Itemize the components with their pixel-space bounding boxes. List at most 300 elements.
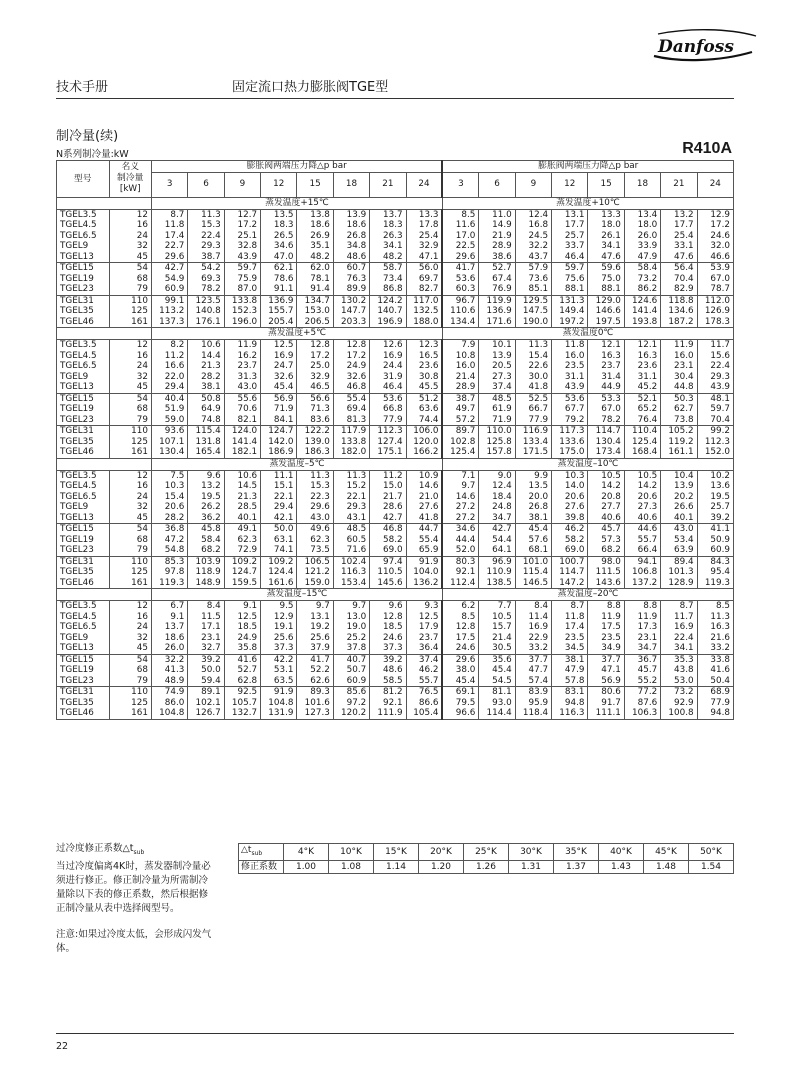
capacity-value: 91.7 xyxy=(588,698,624,709)
capacity-value: 43.1 xyxy=(333,513,369,524)
pressure-value: 9 xyxy=(515,172,551,197)
capacity-value: 48.9 xyxy=(151,676,187,687)
capacity-value: 28.2 xyxy=(151,513,187,524)
capacity-value: 68.2 xyxy=(588,545,624,556)
capacity-value: 42.1 xyxy=(261,513,297,524)
capacity-value: 30.0 xyxy=(515,372,551,383)
capacity-value: 10.4 xyxy=(661,470,697,481)
capacity-value: 133.4 xyxy=(515,437,551,448)
capacity-value: 47.6 xyxy=(661,252,697,263)
capacity-value: 13.9 xyxy=(333,209,369,220)
nominal-capacity: 110 xyxy=(109,426,151,437)
table-row xyxy=(57,447,734,458)
model-name: TGEL15 xyxy=(57,393,110,404)
capacity-value: 165.4 xyxy=(188,447,224,458)
capacity-value: 54.5 xyxy=(479,676,515,687)
evap-temp-row xyxy=(57,458,734,470)
nominal-capacity: 24 xyxy=(109,231,151,242)
capacity-value: 10.8 xyxy=(442,351,478,362)
nominal-capacity: 110 xyxy=(109,687,151,698)
nominal-capacity: 24 xyxy=(109,492,151,503)
model-name: TGEL23 xyxy=(57,545,110,556)
capacity-value: 13.2 xyxy=(188,481,224,492)
capacity-value: 58.4 xyxy=(188,535,224,546)
capacity-value: 39.2 xyxy=(697,513,733,524)
page-number: 22 xyxy=(56,1041,69,1052)
capacity-value: 37.4 xyxy=(479,382,515,393)
capacity-value: 24.6 xyxy=(442,643,478,654)
capacity-value: 190.0 xyxy=(515,317,551,328)
capacity-value: 16.3 xyxy=(588,351,624,362)
capacity-value: 37.9 xyxy=(297,643,333,654)
subcool-temp: 45°K xyxy=(644,844,689,861)
subcool-temp: 35°K xyxy=(554,844,599,861)
capacity-value: 12.3 xyxy=(406,340,442,351)
model-name: TGEL46 xyxy=(57,447,110,458)
capacity-value: 97.8 xyxy=(151,567,187,578)
correction-factor-row xyxy=(239,860,734,873)
table-row xyxy=(57,665,734,676)
capacity-value: 125.4 xyxy=(624,437,660,448)
capacity-value: 124.4 xyxy=(261,567,297,578)
model-name: TGEL6.5 xyxy=(57,361,110,372)
capacity-value: 62.0 xyxy=(297,263,333,274)
capacity-value: 89.4 xyxy=(661,556,697,567)
capacity-value: 59.7 xyxy=(697,404,733,415)
capacity-value: 112.3 xyxy=(370,426,406,437)
capacity-value: 75.6 xyxy=(552,274,588,285)
capacity-value: 13.3 xyxy=(406,209,442,220)
capacity-value: 153.4 xyxy=(333,578,369,589)
capacity-value: 47.9 xyxy=(552,665,588,676)
capacity-value: 119.3 xyxy=(151,578,187,589)
nominal-capacity: 125 xyxy=(109,306,151,317)
capacity-value: 14.6 xyxy=(406,481,442,492)
model-name: TGEL13 xyxy=(57,382,110,393)
capacity-value: 22.4 xyxy=(188,231,224,242)
capacity-value: 9.9 xyxy=(515,470,551,481)
capacity-value: 116.9 xyxy=(515,426,551,437)
capacity-value: 12.5 xyxy=(406,612,442,623)
capacity-value: 48.1 xyxy=(697,393,733,404)
capacity-value: 62.6 xyxy=(297,676,333,687)
capacity-value: 34.9 xyxy=(588,643,624,654)
capacity-value: 57.8 xyxy=(552,676,588,687)
capacity-value: 56.6 xyxy=(297,393,333,404)
evap-temp-row xyxy=(57,197,734,209)
capacity-value: 28.2 xyxy=(188,372,224,383)
pressure-value: 9 xyxy=(224,172,260,197)
nominal-capacity: 110 xyxy=(109,556,151,567)
capacity-value: 110.4 xyxy=(624,426,660,437)
capacity-value: 10.2 xyxy=(697,470,733,481)
capacity-value: 124.7 xyxy=(261,426,297,437)
capacity-value: 12.8 xyxy=(370,612,406,623)
model-name: TGEL35 xyxy=(57,567,110,578)
capacity-value: 203.3 xyxy=(333,317,369,328)
capacity-value: 136.9 xyxy=(261,295,297,306)
capacity-value: 196.0 xyxy=(224,317,260,328)
capacity-value: 59.6 xyxy=(588,263,624,274)
correction-temp-row xyxy=(239,844,734,861)
capacity-value: 50.3 xyxy=(661,393,697,404)
capacity-value: 9.1 xyxy=(151,612,187,623)
capacity-value: 6.7 xyxy=(151,601,187,612)
capacity-value: 26.8 xyxy=(515,502,551,513)
capacity-value: 89.7 xyxy=(442,426,478,437)
capacity-value: 58.2 xyxy=(370,535,406,546)
capacity-value: 140.8 xyxy=(188,306,224,317)
capacity-value: 100.8 xyxy=(661,708,697,719)
table-row xyxy=(57,481,734,492)
capacity-value: 12.6 xyxy=(370,340,406,351)
capacity-value: 82.9 xyxy=(661,284,697,295)
capacity-value: 22.4 xyxy=(697,361,733,372)
capacity-value: 111.9 xyxy=(370,708,406,719)
capacity-value: 148.9 xyxy=(188,578,224,589)
pressure-value: 18 xyxy=(333,172,369,197)
capacity-value: 73.6 xyxy=(515,274,551,285)
capacity-value: 20.2 xyxy=(661,492,697,503)
capacity-value: 74.8 xyxy=(188,415,224,426)
model-name: TGEL19 xyxy=(57,535,110,546)
capacity-value: 14.0 xyxy=(552,481,588,492)
capacity-value: 105.4 xyxy=(406,708,442,719)
capacity-value: 31.4 xyxy=(588,372,624,383)
capacity-value: 50.8 xyxy=(188,393,224,404)
capacity-value: 51.9 xyxy=(151,404,187,415)
capacity-value: 126.7 xyxy=(188,708,224,719)
capacity-value: 152.0 xyxy=(697,447,733,458)
capacity-value: 25.6 xyxy=(261,633,297,644)
capacity-value: 81.1 xyxy=(479,687,515,698)
table-row xyxy=(57,567,734,578)
capacity-value: 32.7 xyxy=(188,643,224,654)
header-rule xyxy=(56,98,734,99)
capacity-value: 119.2 xyxy=(661,437,697,448)
capacity-value: 45.2 xyxy=(624,382,660,393)
capacity-value: 12.4 xyxy=(515,209,551,220)
capacity-value: 134.4 xyxy=(442,317,478,328)
model-name: TGEL15 xyxy=(57,263,110,274)
capacity-value: 43.7 xyxy=(515,252,551,263)
nominal-capacity: 32 xyxy=(109,502,151,513)
capacity-value: 129.5 xyxy=(515,295,551,306)
subcool-temp: 30°K xyxy=(509,844,554,861)
capacity-value: 26.9 xyxy=(297,231,333,242)
nominal-capacity: 79 xyxy=(109,284,151,295)
capacity-value: 32.6 xyxy=(261,372,297,383)
capacity-value: 37.8 xyxy=(333,643,369,654)
capacity-value: 38.1 xyxy=(552,654,588,665)
capacity-value: 83.1 xyxy=(552,687,588,698)
capacity-value: 110.6 xyxy=(442,306,478,317)
capacity-value: 85.1 xyxy=(515,284,551,295)
capacity-value: 15.4 xyxy=(515,351,551,362)
capacity-value: 69.0 xyxy=(370,545,406,556)
capacity-value: 45.4 xyxy=(479,665,515,676)
correction-table xyxy=(238,843,734,874)
capacity-value: 97.2 xyxy=(333,698,369,709)
capacity-value: 67.0 xyxy=(588,404,624,415)
capacity-value: 25.6 xyxy=(297,633,333,644)
capacity-value: 86.6 xyxy=(406,698,442,709)
nominal-capacity: 79 xyxy=(109,676,151,687)
capacity-value: 44.4 xyxy=(442,535,478,546)
capacity-value: 73.4 xyxy=(370,274,406,285)
capacity-value: 29.4 xyxy=(261,502,297,513)
pressure-value: 3 xyxy=(151,172,187,197)
capacity-value: 186.3 xyxy=(297,447,333,458)
capacity-value: 10.5 xyxy=(479,612,515,623)
capacity-value: 11.2 xyxy=(151,351,187,362)
capacity-value: 38.6 xyxy=(479,252,515,263)
capacity-value: 8.4 xyxy=(188,601,224,612)
nominal-capacity: 54 xyxy=(109,524,151,535)
capacity-value: 71.9 xyxy=(261,404,297,415)
capacity-value: 59.7 xyxy=(552,263,588,274)
capacity-value: 153.0 xyxy=(297,306,333,317)
capacity-value: 66.8 xyxy=(370,404,406,415)
capacity-value: 13.4 xyxy=(624,209,660,220)
capacity-value: 114.7 xyxy=(552,567,588,578)
capacity-value: 36.4 xyxy=(406,643,442,654)
pressure-value: 24 xyxy=(406,172,442,197)
table-row xyxy=(57,295,734,306)
model-name: TGEL31 xyxy=(57,556,110,567)
capacity-value: 61.9 xyxy=(479,404,515,415)
capacity-value: 47.7 xyxy=(515,665,551,676)
capacity-value: 171.5 xyxy=(515,447,551,458)
capacity-value: 111.1 xyxy=(588,708,624,719)
capacity-value: 206.5 xyxy=(297,317,333,328)
capacity-value: 86.8 xyxy=(370,284,406,295)
capacity-value: 15.1 xyxy=(261,481,297,492)
capacity-value: 53.4 xyxy=(661,535,697,546)
capacity-value: 81.2 xyxy=(370,687,406,698)
capacity-value: 16.5 xyxy=(406,351,442,362)
capacity-value: 186.9 xyxy=(261,447,297,458)
capacity-value: 63.6 xyxy=(406,404,442,415)
model-name: TGEL35 xyxy=(57,698,110,709)
table-row xyxy=(57,578,734,589)
danfoss-logo xyxy=(648,26,760,64)
temp-row-blank xyxy=(57,328,152,340)
capacity-value: 9.6 xyxy=(188,470,224,481)
capacity-value: 38.1 xyxy=(188,382,224,393)
capacity-value: 31.3 xyxy=(224,372,260,383)
capacity-value: 16.3 xyxy=(624,351,660,362)
capacity-value: 106.0 xyxy=(406,426,442,437)
capacity-value: 9.3 xyxy=(406,601,442,612)
capacity-value: 25.7 xyxy=(697,502,733,513)
pressure-value: 6 xyxy=(479,172,515,197)
nominal-capacity: 79 xyxy=(109,415,151,426)
capacity-value: 112.4 xyxy=(442,578,478,589)
capacity-value: 99.2 xyxy=(697,426,733,437)
model-name: TGEL31 xyxy=(57,295,110,306)
capacity-value: 19.1 xyxy=(261,622,297,633)
capacity-value: 9.5 xyxy=(261,601,297,612)
capacity-value: 11.8 xyxy=(552,612,588,623)
table-row xyxy=(57,263,734,274)
capacity-value: 120.0 xyxy=(406,437,442,448)
capacity-value: 74.1 xyxy=(261,545,297,556)
capacity-value: 130.4 xyxy=(151,447,187,458)
capacity-value: 24.5 xyxy=(515,231,551,242)
table-row xyxy=(57,284,734,295)
capacity-value: 16.9 xyxy=(261,351,297,362)
capacity-value: 16.2 xyxy=(224,351,260,362)
capacity-value: 52.5 xyxy=(515,393,551,404)
table-row xyxy=(57,220,734,231)
capacity-value: 147.2 xyxy=(552,578,588,589)
table-row xyxy=(57,252,734,263)
pressure-header-left: 膨胀阀两端压力降△p bar xyxy=(151,161,442,173)
capacity-value: 60.9 xyxy=(333,676,369,687)
table-row xyxy=(57,535,734,546)
capacity-value: 73.2 xyxy=(624,274,660,285)
capacity-value: 30.5 xyxy=(479,643,515,654)
capacity-value: 23.7 xyxy=(224,361,260,372)
model-name: TGEL46 xyxy=(57,708,110,719)
capacity-value: 9.1 xyxy=(224,601,260,612)
capacity-value: 95.4 xyxy=(697,567,733,578)
nominal-capacity: 12 xyxy=(109,470,151,481)
capacity-value: 45.4 xyxy=(442,676,478,687)
capacity-value: 26.5 xyxy=(261,231,297,242)
capacity-value: 35.6 xyxy=(479,654,515,665)
evap-temp-right: 蒸发温度+10℃ xyxy=(442,197,733,209)
capacity-value: 86.2 xyxy=(624,284,660,295)
pressure-value: 18 xyxy=(624,172,660,197)
pressure-value: 12 xyxy=(261,172,297,197)
capacity-value: 17.4 xyxy=(552,622,588,633)
capacity-value: 112.0 xyxy=(697,295,733,306)
capacity-value: 40.7 xyxy=(333,654,369,665)
capacity-value: 124.6 xyxy=(624,295,660,306)
table-row xyxy=(57,513,734,524)
capacity-value: 107.1 xyxy=(151,437,187,448)
model-name: TGEL4.5 xyxy=(57,220,110,231)
capacity-value: 92.1 xyxy=(442,567,478,578)
capacity-value: 8.5 xyxy=(442,612,478,623)
nominal-capacity: 125 xyxy=(109,567,151,578)
capacity-value: 19.2 xyxy=(297,622,333,633)
capacity-value: 16.9 xyxy=(661,622,697,633)
capacity-value: 36.2 xyxy=(188,513,224,524)
model-name: TGEL4.5 xyxy=(57,612,110,623)
pressure-value: 12 xyxy=(552,172,588,197)
capacity-value: 15.4 xyxy=(151,492,187,503)
capacity-value: 15.3 xyxy=(188,220,224,231)
capacity-value: 34.8 xyxy=(333,241,369,252)
capacity-value: 27.6 xyxy=(406,502,442,513)
capacity-value: 15.7 xyxy=(479,622,515,633)
note-warning: 注意:如果过冷度太低，会形成闪发气体。 xyxy=(56,928,212,954)
capacity-value: 12.1 xyxy=(624,340,660,351)
capacity-value: 171.6 xyxy=(479,317,515,328)
capacity-value: 33.8 xyxy=(697,654,733,665)
capacity-value: 114.4 xyxy=(479,708,515,719)
capacity-value: 7.7 xyxy=(479,601,515,612)
capacity-value: 23.5 xyxy=(552,633,588,644)
capacity-value: 11.7 xyxy=(697,340,733,351)
capacity-value: 59.7 xyxy=(224,263,260,274)
capacity-value: 22.0 xyxy=(151,372,187,383)
capacity-value: 58.4 xyxy=(624,263,660,274)
capacity-value: 141.4 xyxy=(624,306,660,317)
capacity-value: 117.0 xyxy=(406,295,442,306)
nominal-capacity: 45 xyxy=(109,382,151,393)
capacity-value: 87.6 xyxy=(624,698,660,709)
capacity-value: 91.9 xyxy=(406,556,442,567)
evap-temp-right: 蒸发温度0℃ xyxy=(442,328,733,340)
capacity-value: 63.5 xyxy=(261,676,297,687)
capacity-value: 57.9 xyxy=(515,263,551,274)
capacity-value: 22.1 xyxy=(261,492,297,503)
capacity-value: 75.9 xyxy=(224,274,260,285)
capacity-value: 11.9 xyxy=(224,340,260,351)
capacity-value: 55.7 xyxy=(406,676,442,687)
capacity-value: 21.9 xyxy=(479,231,515,242)
capacity-value: 39.2 xyxy=(188,654,224,665)
capacity-value: 10.3 xyxy=(552,470,588,481)
subcool-temp: 15°K xyxy=(374,844,419,861)
nominal-capacity: 54 xyxy=(109,393,151,404)
capacity-value: 29.3 xyxy=(188,241,224,252)
capacity-value: 106.5 xyxy=(297,556,333,567)
nominal-capacity: 12 xyxy=(109,601,151,612)
correction-factor: 1.14 xyxy=(374,860,419,873)
nominal-capacity: 68 xyxy=(109,404,151,415)
table-row xyxy=(57,317,734,328)
capacity-value: 128.9 xyxy=(661,578,697,589)
capacity-value: 130.4 xyxy=(588,437,624,448)
capacity-value: 168.4 xyxy=(624,447,660,458)
capacity-value: 11.8 xyxy=(151,220,187,231)
capacity-value: 27.2 xyxy=(442,502,478,513)
capacity-value: 13.5 xyxy=(261,209,297,220)
capacity-value: 47.1 xyxy=(406,252,442,263)
capacity-value: 132.5 xyxy=(406,306,442,317)
capacity-value: 12.5 xyxy=(261,340,297,351)
capacity-value: 9.6 xyxy=(370,601,406,612)
capacity-value: 57.6 xyxy=(515,535,551,546)
capacity-value: 33.2 xyxy=(697,643,733,654)
model-name: TGEL31 xyxy=(57,687,110,698)
capacity-value: 8.7 xyxy=(661,601,697,612)
capacity-value: 101.0 xyxy=(515,556,551,567)
table-row xyxy=(57,372,734,383)
capacity-value: 76.4 xyxy=(624,415,660,426)
capacity-value: 38.1 xyxy=(515,513,551,524)
capacity-value: 17.7 xyxy=(552,220,588,231)
capacity-value: 7.1 xyxy=(442,470,478,481)
capacity-value: 57.4 xyxy=(515,676,551,687)
capacity-value: 29.3 xyxy=(333,502,369,513)
capacity-value: 20.8 xyxy=(588,492,624,503)
capacity-value: 11.2 xyxy=(370,470,406,481)
capacity-value: 104.8 xyxy=(261,698,297,709)
capacity-value: 34.6 xyxy=(261,241,297,252)
capacity-value: 21.3 xyxy=(188,361,224,372)
capacity-value: 76.5 xyxy=(406,687,442,698)
capacity-value: 76.9 xyxy=(479,284,515,295)
nominal-capacity: 125 xyxy=(109,437,151,448)
capacity-value: 124.2 xyxy=(370,295,406,306)
table-row xyxy=(57,306,734,317)
